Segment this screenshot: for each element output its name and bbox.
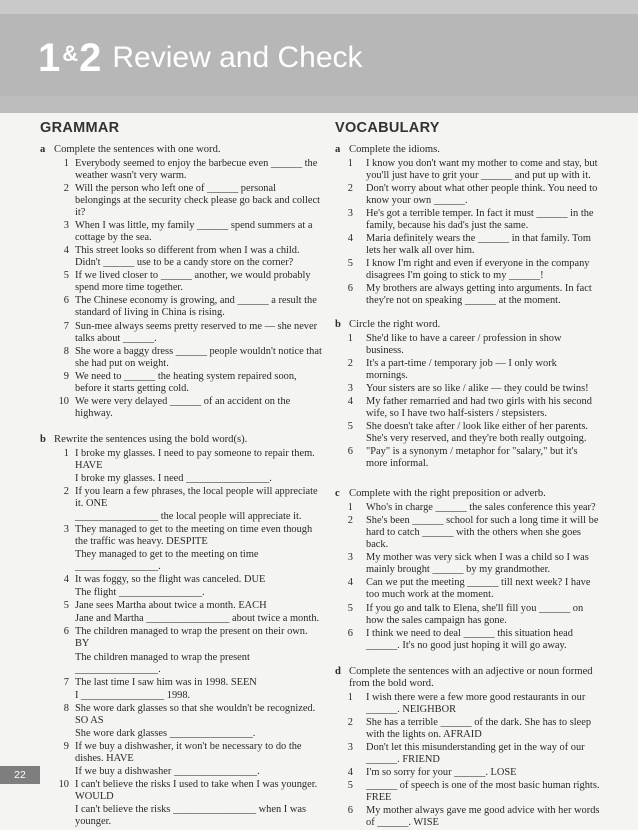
- exercise-item: [335, 780, 600, 804]
- item-text: The Chinese economy is growing, and ______ a result the standard of living in China is rising.: [75, 295, 317, 319]
- header-stripe: [0, 0, 638, 14]
- item-number: 10: [58, 395, 69, 407]
- item-number: 9: [63, 370, 69, 382]
- item-number: 4: [63, 245, 69, 257]
- item-text: If we lived closer to ______ another, we would probably spend more time together.: [75, 270, 311, 294]
- exercise-instruction: [40, 144, 323, 156]
- item-text: If we buy a dishwasher, it won't be necessary to do the dishes. HAVE: [75, 740, 302, 764]
- exercise-item: [335, 358, 600, 382]
- item-text: She's been ______ school for such a long time it will be hard to catch ______ with the others when she goes back.: [366, 515, 599, 551]
- item-text: I wish there were a few more good restaurants in our ______. NEIGHBOR: [366, 691, 586, 715]
- item-text: We were very delayed ______ of an accident on the highway.: [75, 395, 291, 419]
- exercise-letter: b: [335, 318, 341, 330]
- item-number: 5: [347, 258, 353, 270]
- item-number: 1: [347, 332, 353, 344]
- exercise-item: [335, 502, 600, 514]
- item-number: 3: [63, 524, 69, 536]
- exercise-item: [335, 446, 600, 470]
- item-text: If you learn a few phrases, the local people will appreciate it. ONE: [75, 486, 318, 510]
- item-text: My father remarried and had two girls with his second wife, so I have two half-sisters / stepsisters.: [366, 395, 592, 419]
- item-number: 5: [347, 602, 353, 614]
- item-text: Don't worry about what other people think. You need to know your own ______.: [366, 183, 598, 207]
- exercise-item: [335, 258, 600, 282]
- item-number: 5: [347, 420, 353, 432]
- item-number: 6: [63, 626, 69, 638]
- exercise-item: [335, 717, 600, 741]
- item-number: 4: [347, 766, 353, 778]
- exercise-item: [335, 233, 600, 257]
- ampersand: &: [62, 41, 79, 66]
- item-text: She'd like to have a career / profession in show business.: [366, 332, 562, 356]
- exercise-item: [335, 158, 600, 182]
- exercise-instruction: [40, 434, 323, 446]
- exercise-item: [40, 574, 323, 586]
- item-text: "Pay" is a synonym / metaphor for "salary," but it's more informal.: [366, 446, 578, 470]
- item-text: I think we need to deal ______ this situation head ______. It's no good just hoping it will go away.: [366, 627, 573, 651]
- exercise-item: [335, 515, 600, 551]
- item-text: The last time I saw him was in 1998. SEEN: [75, 676, 257, 688]
- item-text: The children managed to wrap the present on their own. BY: [75, 626, 308, 650]
- item-text: I know you don't want my mother to come and stay, but you'll just have to grit your ______ and put up with it.: [366, 158, 598, 181]
- page-header: [0, 0, 638, 113]
- exercise-instruction: [335, 666, 600, 690]
- grammar-column: [40, 122, 323, 829]
- item-number: 4: [347, 233, 353, 245]
- item-number: 4: [63, 574, 69, 586]
- instruction-text: Complete the sentences with one word.: [54, 144, 221, 155]
- exercise-item: [40, 600, 323, 612]
- item-number: 6: [63, 295, 69, 307]
- answer-line: I broke my glasses. I need ________________.: [75, 473, 272, 485]
- exercise-item: [40, 396, 323, 420]
- exercise-item: [335, 208, 600, 232]
- vocabulary-column: [335, 122, 600, 830]
- item-number: 2: [347, 716, 353, 728]
- item-number: 1: [63, 158, 69, 169]
- exercise-letter: a: [335, 144, 341, 155]
- item-text: Who's in charge ______ the sales conference this year?: [366, 502, 596, 514]
- item-number: 1: [63, 447, 69, 459]
- exercise-item: [40, 677, 323, 689]
- exercise-letter: a: [40, 144, 46, 155]
- exercise-item: [40, 346, 323, 370]
- instruction-text: Rewrite the sentences using the bold word(s).: [54, 433, 248, 445]
- exercise-item: [335, 577, 600, 601]
- exercise-item: [40, 371, 323, 395]
- item-number: 2: [63, 486, 69, 498]
- answer-line: I ________________ 1998.: [75, 689, 191, 701]
- answer-line: They managed to get to the meeting on time ________________.: [75, 549, 259, 573]
- item-text: If you go and talk to Elena, she'll fill you ______ on how the sales campaign has gone.: [366, 602, 584, 626]
- exercise-instruction: [335, 488, 600, 500]
- exercise-item: [40, 321, 323, 345]
- exercise-letter: b: [40, 433, 46, 445]
- exercise-item: [40, 245, 323, 269]
- exercise-item: [40, 158, 323, 182]
- exercise-item: [335, 283, 600, 307]
- exercise-instruction: [335, 144, 600, 156]
- exercise-item: [40, 626, 323, 650]
- instruction-text: Complete with the right preposition or adverb.: [349, 488, 546, 500]
- vocabulary-heading: VOCABULARY: [335, 120, 440, 136]
- exercise-item: [335, 421, 600, 445]
- unit-title: [38, 36, 363, 81]
- item-number: 5: [63, 600, 69, 612]
- exercise-letter: d: [335, 665, 341, 677]
- item-number: 2: [63, 183, 69, 195]
- exercise-item: [335, 603, 600, 627]
- instruction-text: Complete the idioms.: [349, 144, 440, 155]
- answer-line: Jane and Martha ________________ about twice a month.: [75, 613, 320, 625]
- item-number: 3: [347, 552, 353, 564]
- page-number: 22: [0, 766, 40, 784]
- answer-line: She wore dark glasses ________________.: [75, 727, 256, 739]
- unit-number: 2: [79, 36, 103, 80]
- item-text: She doesn't take after / look like either of her parents. She's very reserved, and they're both really outgoing.: [366, 420, 589, 444]
- answer-line: The flight ________________.: [75, 587, 205, 599]
- item-number: 7: [63, 676, 69, 688]
- item-text: My mother was very sick when I was a child so I was mainly brought ______ by my grandmother.: [366, 552, 589, 576]
- item-number: 2: [347, 357, 353, 369]
- exercise-item: [40, 524, 323, 548]
- exercise-instruction: [335, 319, 600, 331]
- exercise-item: [335, 767, 600, 779]
- exercise-item: [40, 741, 323, 765]
- exercise-item: [40, 220, 323, 244]
- item-number: 1: [347, 502, 353, 514]
- item-number: 8: [63, 345, 69, 357]
- item-number: 6: [347, 446, 353, 458]
- title-text: Review and Check: [112, 41, 363, 74]
- item-number: 3: [347, 741, 353, 753]
- item-number: 6: [347, 805, 353, 817]
- exercise-item: [335, 742, 600, 766]
- item-text: She wore a baggy dress ______ people wouldn't notice that she had put on weight.: [75, 345, 322, 369]
- header-stripe: [0, 96, 638, 113]
- item-number: 5: [63, 270, 69, 282]
- item-text: Maria definitely wears the ______ in that family. Tom lets her walk all over him.: [366, 233, 591, 257]
- exercise-item: [40, 779, 323, 803]
- exercise-item: [40, 183, 323, 219]
- exercise-item: [335, 692, 600, 716]
- item-text: Sun-mee always seems pretty reserved to me — she never talks about ______.: [75, 320, 318, 344]
- item-text: I broke my glasses. I need to pay someone to repair them. HAVE: [75, 447, 315, 471]
- exercise-item: [335, 805, 600, 829]
- item-text: She has a terrible ______ of the dark. She has to sleep with the lights on. AFRAID: [366, 716, 592, 740]
- item-text: Everybody seemed to enjoy the barbecue even ______ the weather wasn't very warm.: [75, 158, 318, 181]
- item-text: Will the person who left one of ______ personal belongings at the security check please go back and collect it?: [75, 183, 320, 219]
- instruction-text: Complete the sentences with an adjective or noun formed from the bold word.: [349, 665, 593, 689]
- item-number: 2: [347, 515, 353, 527]
- item-text: ______ of speech is one of the most basic human rights. FREE: [366, 780, 600, 804]
- item-text: It's a part-time / temporary job — I only work mornings.: [366, 357, 557, 381]
- item-text: Your sisters are so like / alike — they could be twins!: [366, 382, 589, 394]
- item-text: We need to ______ the heating system repaired soon, before it starts getting cold.: [75, 370, 297, 394]
- answer-line: ________________ the local people will appreciate it.: [75, 511, 302, 523]
- item-number: 2: [347, 183, 353, 195]
- item-text: I know I'm right and even if everyone in the company disagrees I'm going to stick to my ______!: [366, 258, 590, 282]
- exercise-item: [335, 333, 600, 357]
- exercise-item: [40, 270, 323, 294]
- unit-number: 1: [38, 36, 62, 80]
- item-number: 3: [347, 382, 353, 394]
- item-text: I can't believe the risks I used to take when I was younger. WOULD: [75, 778, 318, 802]
- item-text: When I was little, my family ______ spend summers at a cottage by the sea.: [75, 220, 313, 244]
- item-text: Jane sees Martha about twice a month. EACH: [75, 600, 267, 612]
- item-number: 1: [347, 691, 353, 703]
- item-text: He's got a terrible temper. In fact it must ______ in the family, because his dad's just the same.: [366, 208, 594, 232]
- item-text: Don't let this misunderstanding get in the way of our ______. FRIEND: [366, 741, 585, 765]
- item-number: 4: [347, 395, 353, 407]
- item-number: 6: [347, 283, 353, 295]
- item-number: 4: [347, 577, 353, 589]
- item-text: Can we put the meeting ______ till next week? I have too much work at the moment.: [366, 577, 591, 601]
- exercise-item: [335, 396, 600, 420]
- item-text: She wore dark glasses so that she wouldn't be recognized. SO AS: [75, 702, 316, 726]
- item-number: 3: [63, 220, 69, 232]
- item-number: 9: [63, 740, 69, 752]
- item-number: 10: [58, 778, 69, 790]
- exercise-item: [40, 703, 323, 727]
- item-number: 6: [347, 627, 353, 639]
- item-number: 3: [347, 208, 353, 220]
- item-text: This street looks so different from when I was a child. Didn't ______ use to be a candy store on the corner?: [75, 245, 300, 269]
- item-text: I'm so sorry for your ______. LOSE: [366, 766, 517, 778]
- exercise-item: [335, 628, 600, 652]
- item-text: They managed to get to the meeting on time even though the traffic was heavy. DESPITE: [75, 524, 313, 548]
- instruction-text: Circle the right word.: [349, 318, 441, 330]
- exercise-item: [40, 448, 323, 472]
- exercise-item: [335, 552, 600, 576]
- item-text: My mother always gave me good advice with her words of ______. WISE: [366, 805, 600, 829]
- exercise-letter: c: [335, 488, 340, 500]
- item-number: 8: [63, 702, 69, 714]
- exercise-item: [40, 486, 323, 510]
- item-number: 5: [347, 780, 353, 792]
- exercise-item: [335, 183, 600, 207]
- item-number: 1: [347, 158, 353, 169]
- answer-line: I can't believe the risks ________________ when I was younger.: [75, 803, 306, 827]
- exercise-item: [335, 383, 600, 395]
- answer-line: If we buy a dishwasher ________________.: [75, 765, 260, 777]
- exercise-item: [40, 295, 323, 319]
- item-number: 7: [63, 320, 69, 332]
- item-text: It was foggy, so the flight was canceled. DUE: [75, 574, 266, 586]
- grammar-heading: GRAMMAR: [40, 120, 120, 136]
- item-text: My brothers are always getting into arguments. In fact they're not on speaking ______ at the moment.: [366, 283, 592, 307]
- answer-line: The children managed to wrap the present ________________.: [75, 651, 250, 675]
